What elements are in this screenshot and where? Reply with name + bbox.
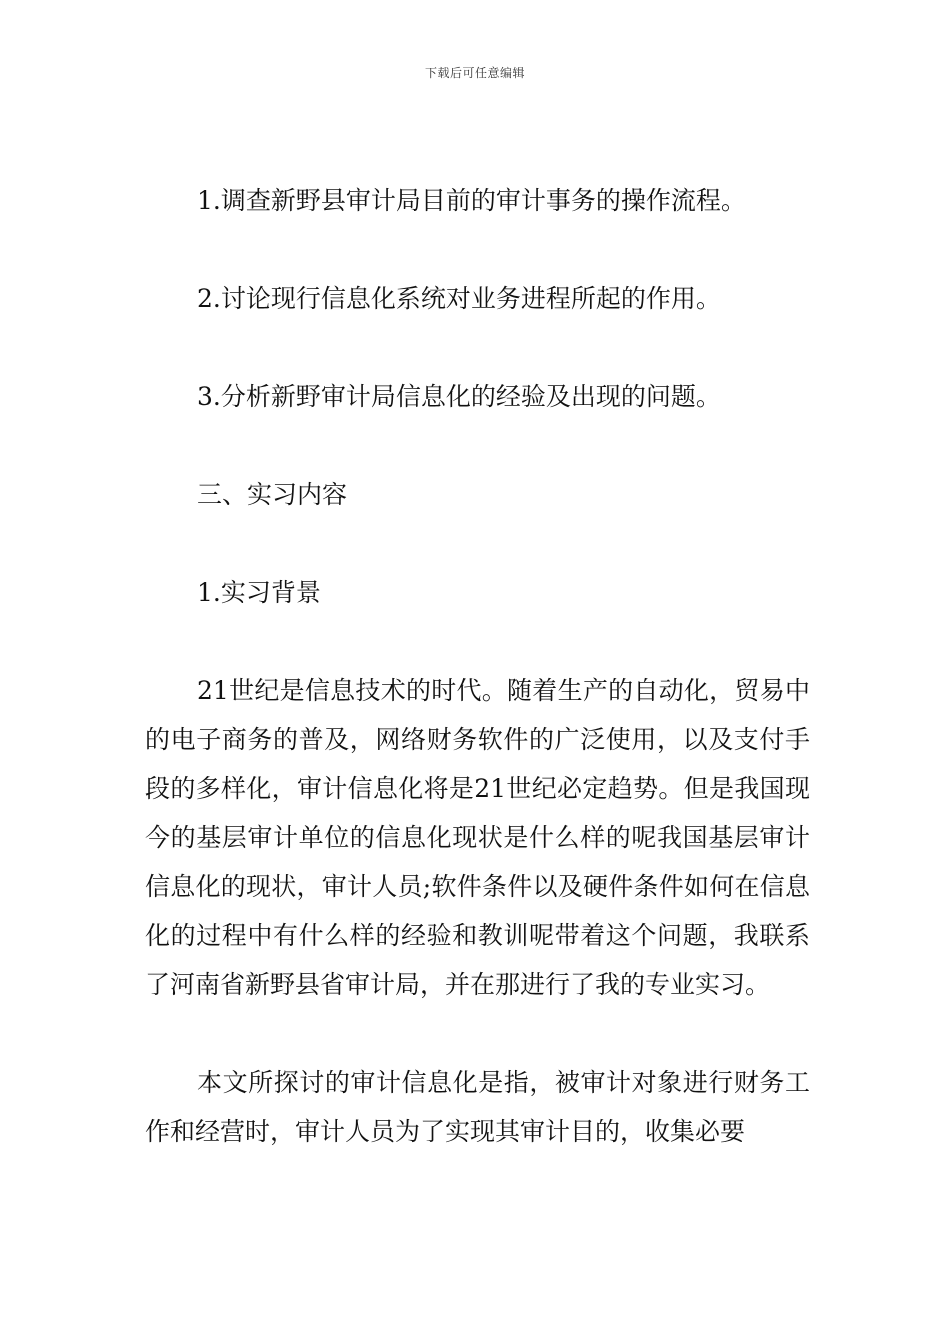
body-paragraph: 本文所探讨的审计信息化是指，被审计对象进行财务工作和经营时，审计人员为了实现其审计目的，收集必要	[145, 1068, 810, 1146]
page-header: 下载后可任意编辑	[424, 66, 525, 80]
spacer	[145, 225, 810, 274]
spacer	[145, 617, 810, 666]
list-item: 2.讨论现行信息化系统对业务进程所起的作用。	[197, 284, 721, 313]
list-item: 1.调查新野县审计局目前的审计事务的操作流程。	[197, 186, 746, 215]
document-body	[145, 176, 810, 1156]
spacer	[145, 1009, 810, 1058]
sub-heading: 1.实习背景	[197, 578, 321, 607]
spacer	[145, 323, 810, 372]
spacer	[145, 421, 810, 470]
spacer	[145, 519, 810, 568]
list-item: 3.分析新野审计局信息化的经验及出现的问题。	[197, 382, 721, 411]
section-heading: 三、实习内容	[197, 480, 348, 509]
body-paragraph: 21世纪是信息技术的时代。随着生产的自动化，贸易中的电子商务的普及，网络财务软件的广泛使用，以及支付手段的多样化，审计信息化将是21世纪必定趋势。但是我国现今的基层审计单位的信息化现状是什么样的呢我国基层审计信息化的现状，审计人员;软件条件以及硬件条件如何在信息化的过程中有什么样的经验和教训呢带着这个问题，我联系了河南省新野县省审计局，并在那进行了我的专业实习。	[145, 676, 810, 999]
